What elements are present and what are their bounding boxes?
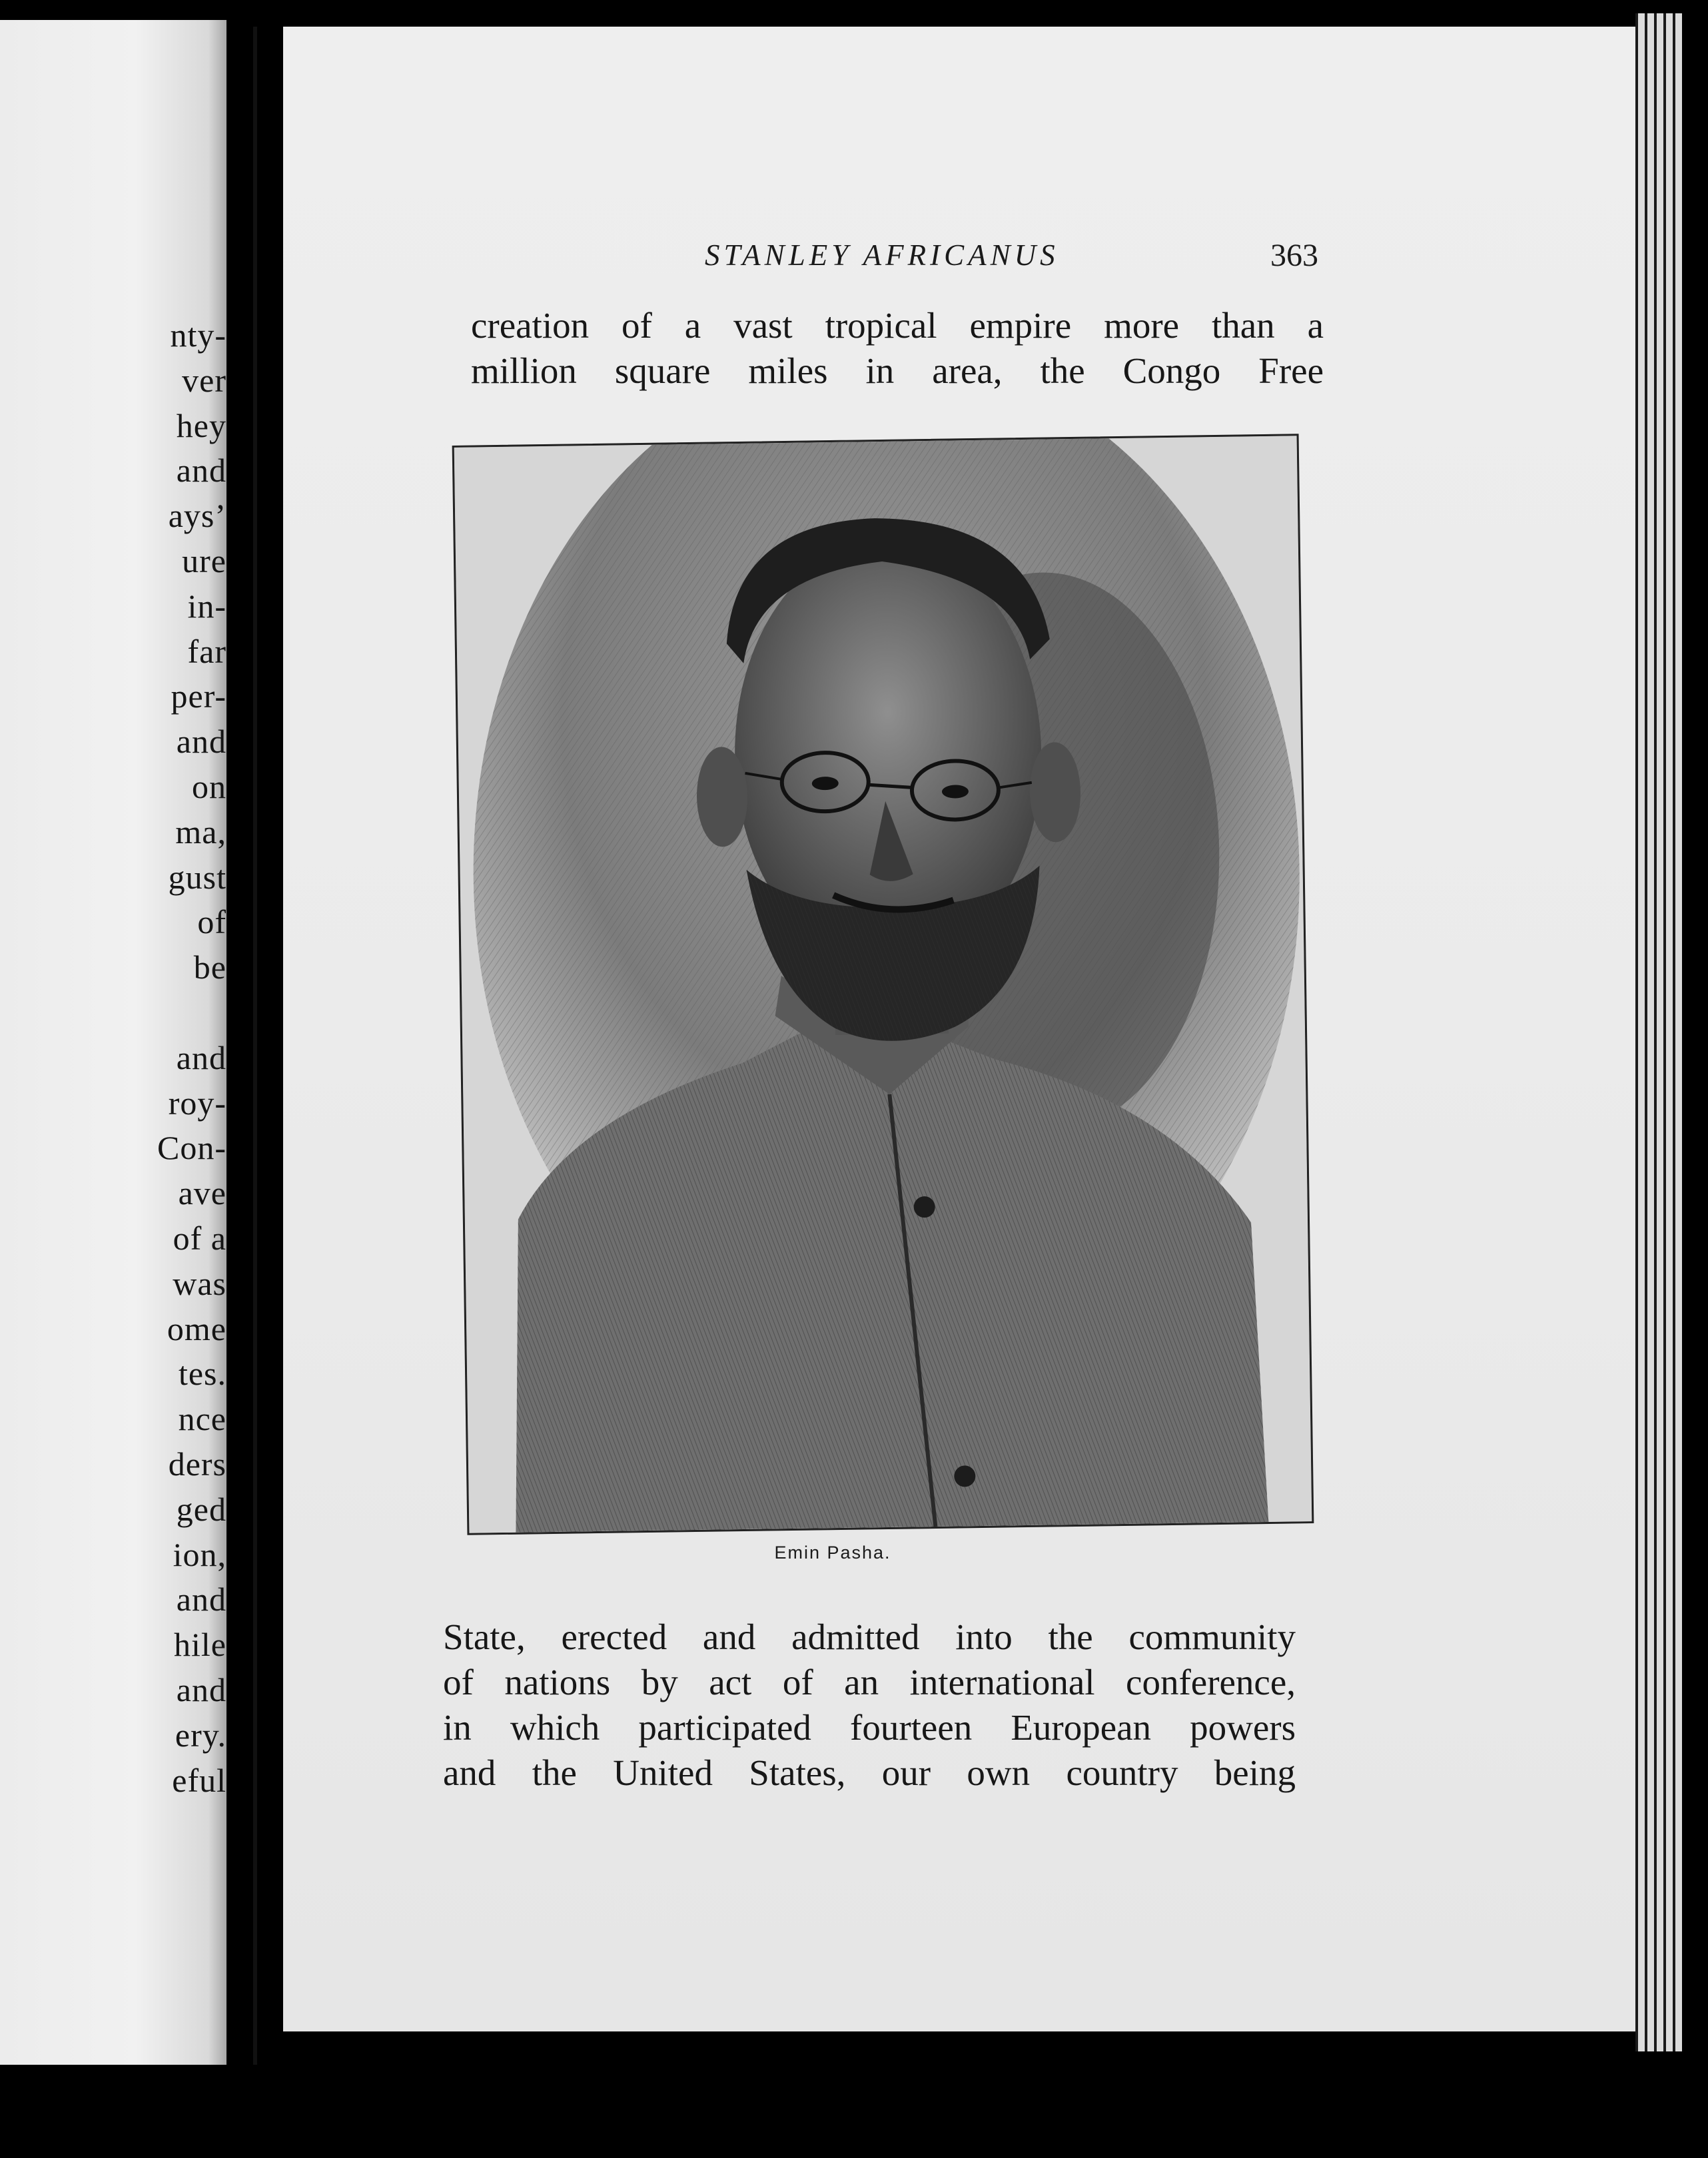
text-line: State, erected and admitted into the community bbox=[443, 1617, 1296, 1657]
line-fragment: and bbox=[176, 1670, 226, 1708]
line-fragment: and bbox=[176, 1038, 226, 1076]
previous-page bbox=[0, 20, 226, 2065]
line-fragment bbox=[147, 990, 226, 1036]
portrait-engraving bbox=[452, 434, 1314, 1535]
body-text-bottom bbox=[443, 1615, 1296, 1796]
illustration-caption: Emin Pasha. bbox=[774, 1543, 891, 1563]
line-fragment: tes. bbox=[178, 1355, 226, 1393]
line-fragment: ma, bbox=[175, 813, 226, 851]
line-fragment: of a bbox=[173, 1219, 226, 1257]
line-fragment: and bbox=[176, 1581, 226, 1618]
line-fragment: and bbox=[176, 723, 226, 761]
line-fragment: ave bbox=[178, 1174, 226, 1212]
line-fragment: hey bbox=[176, 406, 226, 444]
line-fragment: be bbox=[193, 948, 226, 986]
line-fragment: ome bbox=[167, 1309, 226, 1347]
running-head: STANLEY AFRICANUS bbox=[705, 238, 1059, 272]
line-fragment: eful bbox=[172, 1761, 226, 1799]
page-edges bbox=[1635, 13, 1682, 2051]
text-line: creation of a vast tropical empire more than a bbox=[471, 305, 1324, 346]
line-fragment: nce bbox=[178, 1400, 226, 1438]
line-fragment: ged bbox=[176, 1490, 226, 1528]
page-number: 363 bbox=[1270, 238, 1318, 273]
line-fragment: per- bbox=[171, 677, 226, 715]
line-fragment: on bbox=[192, 767, 226, 805]
book-gutter bbox=[253, 27, 257, 2065]
line-fragment: gust bbox=[168, 858, 226, 896]
line-fragment: ver bbox=[182, 361, 226, 399]
text-line: million square miles in area, the Congo Free bbox=[471, 350, 1324, 391]
line-fragment: was bbox=[173, 1264, 226, 1302]
text-line: and the United States, our own country being bbox=[443, 1752, 1296, 1793]
line-fragment: nty- bbox=[170, 316, 226, 354]
line-fragment: ders bbox=[168, 1445, 226, 1483]
line-fragment: ery. bbox=[175, 1716, 226, 1754]
text-line: in which participated fourteen European powers bbox=[443, 1707, 1296, 1748]
line-fragment: and bbox=[176, 452, 226, 490]
previous-page-text bbox=[147, 313, 226, 1803]
line-fragment: Con- bbox=[157, 1129, 226, 1167]
line-fragment: hile bbox=[174, 1626, 226, 1664]
body-text-top bbox=[471, 303, 1324, 394]
line-fragment: ion, bbox=[173, 1535, 226, 1573]
line-fragment: of bbox=[197, 903, 226, 941]
line-fragment: far bbox=[187, 632, 226, 670]
line-fragment: roy- bbox=[168, 1084, 226, 1122]
line-fragment: ays’ bbox=[168, 497, 226, 535]
line-fragment: in- bbox=[187, 587, 226, 625]
line-fragment: ure bbox=[182, 541, 226, 579]
portrait-illustration bbox=[454, 436, 1312, 1533]
text-line: of nations by act of an international conference, bbox=[443, 1662, 1296, 1702]
